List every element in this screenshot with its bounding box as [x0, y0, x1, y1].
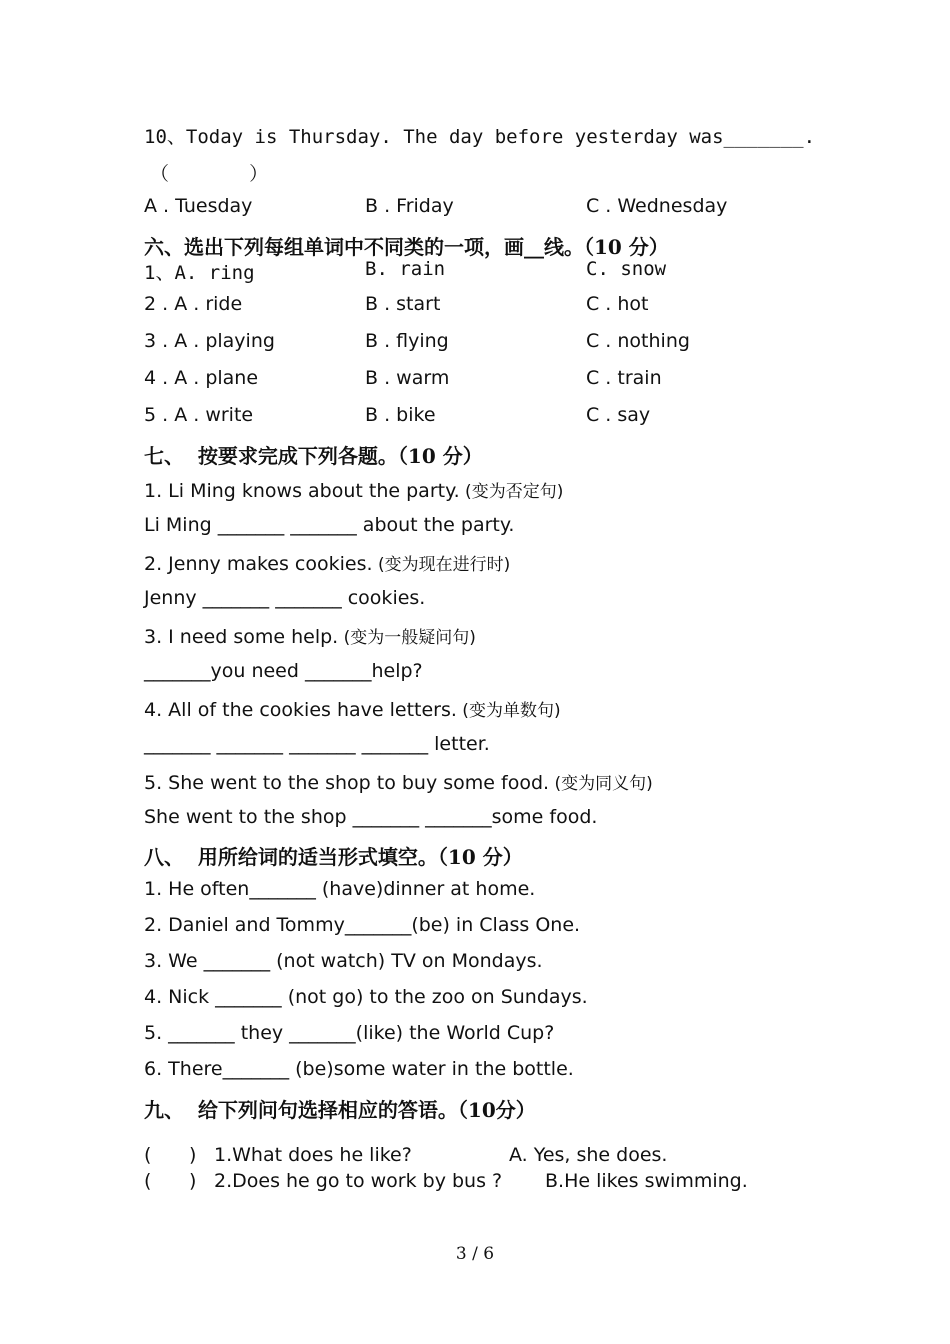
s7-q2-text: 2. Jenny makes cookies. [144, 553, 373, 575]
s6-row-2-c: C . hot [586, 293, 649, 315]
s6-row-1-b: B. rain [365, 258, 446, 280]
s6-row-5 [144, 404, 864, 430]
s7-answer-3: _______you need _______help? [144, 660, 423, 682]
s9-row-1-question: 1.What does he like? [214, 1144, 412, 1166]
s8-item-1: 1. He often_______ (have)dinner at home. [144, 878, 536, 900]
s7-question-3 [144, 623, 476, 648]
s9-row-1-answer: A. Yes, she does. [509, 1144, 668, 1166]
s6-row-3-b: B . flying [365, 330, 449, 352]
section-7-title: 七、 按要求完成下列各题。（10 分） [144, 444, 483, 468]
s6-row-3-c: C . nothing [586, 330, 690, 352]
section-9-title: 九、 给下列问句选择相应的答语。（10分） [144, 1098, 536, 1122]
s7-q4-note: (变为单数句) [456, 701, 561, 721]
s6-row-2-b: B . start [365, 293, 441, 315]
s9-row-2-close-paren: ) [189, 1170, 197, 1192]
s6-row-5-c: C . say [586, 404, 651, 426]
s9-row-2 [144, 1170, 844, 1196]
s7-question-4 [144, 696, 561, 721]
s9-row-2-open-paren: ( [144, 1170, 152, 1192]
q10-option-c: C . Wednesday [586, 195, 728, 217]
s8-item-6: 6. There_______ (be)some water in the bottle. [144, 1058, 574, 1080]
q10-answer-paren: （ ） [150, 163, 269, 185]
s6-row-4-b: B . warm [365, 367, 450, 389]
s9-row-2-answer: B.He likes swimming. [545, 1170, 748, 1192]
s7-question-2 [144, 550, 510, 575]
q10-stem: 10、Today is Thursday. The day before yesterday was_______. [144, 126, 816, 148]
q10-option-b: B . Friday [365, 195, 454, 217]
s6-row-3 [144, 330, 864, 356]
section-6-title: 六、选出下列每组单词中不同类的一项，画__线。（10 分） [144, 235, 669, 259]
s7-q2-note: (变为现在进行时) [372, 555, 511, 575]
s9-row-1-close-paren: ) [189, 1144, 197, 1166]
s6-row-5-a: 5 . A . write [144, 404, 254, 426]
s7-q3-text: 3. I need some help. [144, 626, 339, 648]
s6-row-3-a: 3 . A . playing [144, 330, 275, 352]
s8-item-4: 4. Nick _______ (not go) to the zoo on Sundays. [144, 986, 588, 1008]
s7-q1-note: (变为否定句) [459, 482, 564, 502]
s7-answer-1: Li Ming _______ _______ about the party. [144, 514, 515, 536]
s8-item-3: 3. We _______ (not watch) TV on Mondays. [144, 950, 543, 972]
section-8-title: 八、 用所给词的适当形式填空。（10 分） [144, 845, 523, 869]
s7-q1-text: 1. Li Ming knows about the party. [144, 480, 460, 502]
q10-option-a: A . Tuesday [144, 195, 253, 217]
s6-row-1-c: C. snow [586, 258, 667, 280]
s6-row-5-b: B . bike [365, 404, 436, 426]
s8-item-2: 2. Daniel and Tommy_______(be) in Class One. [144, 914, 581, 936]
s6-row-4-a: 4 . A . plane [144, 367, 259, 389]
s7-question-5 [144, 769, 653, 794]
s9-row-1 [144, 1144, 844, 1170]
s7-q4-text: 4. All of the cookies have letters. [144, 699, 457, 721]
s7-q5-note: (变为同义句) [549, 774, 653, 794]
s7-q5-text: 5. She went to the shop to buy some food. [144, 772, 550, 794]
s6-row-1 [144, 258, 864, 284]
s6-row-1-a: 1、A. ring [144, 262, 255, 284]
s6-row-2 [144, 293, 864, 319]
s8-item-5: 5. _______ they _______(like) the World Cup? [144, 1022, 555, 1044]
q10-options [144, 195, 864, 221]
s6-row-4-c: C . train [586, 367, 662, 389]
s7-q3-note: (变为一般疑问句) [338, 628, 476, 648]
s7-question-1 [144, 477, 563, 502]
s6-row-4 [144, 367, 864, 393]
s9-row-2-question: 2.Does he go to work by bus ? [214, 1170, 503, 1192]
s7-answer-5: She went to the shop _______ _______some food. [144, 806, 598, 828]
s7-answer-4: _______ _______ _______ _______ letter. [144, 733, 490, 755]
s9-row-1-open-paren: ( [144, 1144, 152, 1166]
page-number: 3 / 6 [455, 1244, 495, 1264]
s7-answer-2: Jenny _______ _______ cookies. [144, 587, 426, 609]
s6-row-2-a: 2 . A . ride [144, 293, 243, 315]
